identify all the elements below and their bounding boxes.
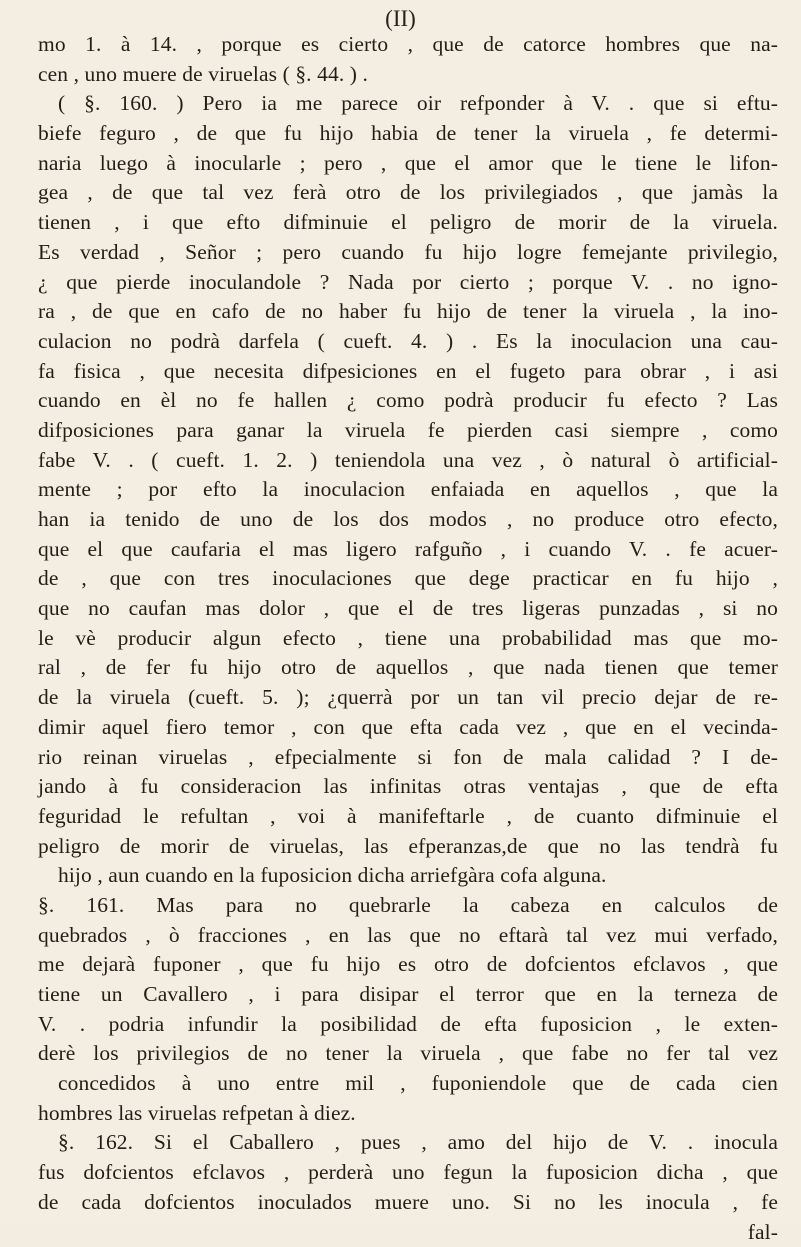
text-line: han ia tenido de uno de los dos modos , no produce otro efecto, (38, 505, 778, 535)
text-line: le vè producir algun efecto , tiene una probabilidad mas que mo- (38, 624, 778, 654)
text-line: ¿ que pierde inoculandole ? Nada por cierto ; porque V. . no igno- (38, 268, 778, 298)
text-line: mo 1. à 14. , porque es cierto , que de catorce hombres que na- (38, 30, 778, 60)
text-line: §. 162. Si el Caballero , pues , amo del hijo de V. . inocula (38, 1128, 778, 1158)
text-line: que no caufan mas dolor , que el de tres ligeras punzadas , si no (38, 594, 778, 624)
text-line: cuando en èl no fe hallen ¿ como podrà producir fu efecto ? Las (38, 386, 778, 416)
text-line: derè los privilegios de no tener la viruela , que fabe no fer tal vez (38, 1039, 778, 1069)
text-line: quebrados , ò fracciones , en las que no eftarà tal vez mui verfado, (38, 921, 778, 951)
text-line: me dejarà fuponer , que fu hijo es otro de dofcientos efclavos , que (38, 950, 778, 980)
text-line: V. . podria infundir la posibilidad de efta fuposicion , le exten- (38, 1010, 778, 1040)
text-line: biefe feguro , de que fu hijo habia de tener la viruela , fe determi- (38, 119, 778, 149)
text-line: que el que caufaria el mas ligero rafguño , i cuando V. . fe acuer- (38, 535, 778, 565)
page-number: (II) (0, 6, 801, 32)
text-line: dimir aquel fiero temor , con que efta cada vez , que en el vecinda- (38, 713, 778, 743)
text-line: hombres las viruelas refpetan à diez. (38, 1099, 778, 1129)
text-line: Es verdad , Señor ; pero cuando fu hijo logre femejante privilegio, (38, 238, 778, 268)
text-line: §. 161. Mas para no quebrarle la cabeza en calculos de (38, 891, 778, 921)
text-line: fa fisica , que necesita difpesiciones en el fugeto para obrar , i asi (38, 357, 778, 387)
text-line: hijo , aun cuando en la fuposicion dicha arriefgàra cofa alguna. (38, 861, 778, 891)
text-line: concedidos à uno entre mil , fuponiendole que de cada cien (38, 1069, 778, 1099)
text-line: fabe V. . ( cueft. 1. 2. ) teniendola una vez , ò natural ò artificial- (38, 446, 778, 476)
text-line: fal- (38, 1218, 778, 1247)
text-line: cen , uno muere de viruelas ( §. 44. ) . (38, 60, 778, 90)
text-line: peligro de morir de viruelas, las efperanzas,de que no las tendrà fu (38, 832, 778, 862)
text-line: tiene un Cavallero , i para disipar el terror que en la terneza de (38, 980, 778, 1010)
text-line: ral , de fer fu hijo otro de aquellos , que nada tienen que temer (38, 653, 778, 683)
text-line: naria luego à inocularle ; pero , que el amor que le tiene le lifon- (38, 149, 778, 179)
text-line: culacion no podrà darfela ( cueft. 4. ) . Es la inoculacion una cau- (38, 327, 778, 357)
text-line: mente ; por efto la inoculacion enfaiada en aquellos , que la (38, 475, 778, 505)
text-line: de la viruela (cueft. 5. ); ¿querrà por un tan vil precio dejar de re- (38, 683, 778, 713)
text-line: de cada dofcientos inoculados muere uno. Si no les inocula , fe (38, 1188, 778, 1218)
text-line: de , que con tres inoculaciones que dege practicar en fu hijo , (38, 564, 778, 594)
text-line: difposiciones para ganar la viruela fe pierden casi siempre , como (38, 416, 778, 446)
text-line: tienen , i que efto difminuie el peligro de morir de la viruela. (38, 208, 778, 238)
text-line: fus dofcientos efclavos , perderà uno fegun la fuposicion dicha , que (38, 1158, 778, 1188)
text-line: rio reinan viruelas , efpecialmente si fon de mala calidad ? I de- (38, 743, 778, 773)
text-line: ra , de que en cafo de no haber fu hijo de tener la viruela , la ino- (38, 297, 778, 327)
text-line: ( §. 160. ) Pero ia me parece oir refponder à V. . que si eftu- (38, 89, 778, 119)
text-line: feguridad le refultan , voi à manifeftarle , de cuanto difminuie el (38, 802, 778, 832)
text-line: jando à fu consideracion las infinitas otras ventajas , que de efta (38, 772, 778, 802)
text-line: gea , de que tal vez ferà otro de los privilegiados , que jamàs la (38, 178, 778, 208)
body-text (38, 30, 778, 1247)
